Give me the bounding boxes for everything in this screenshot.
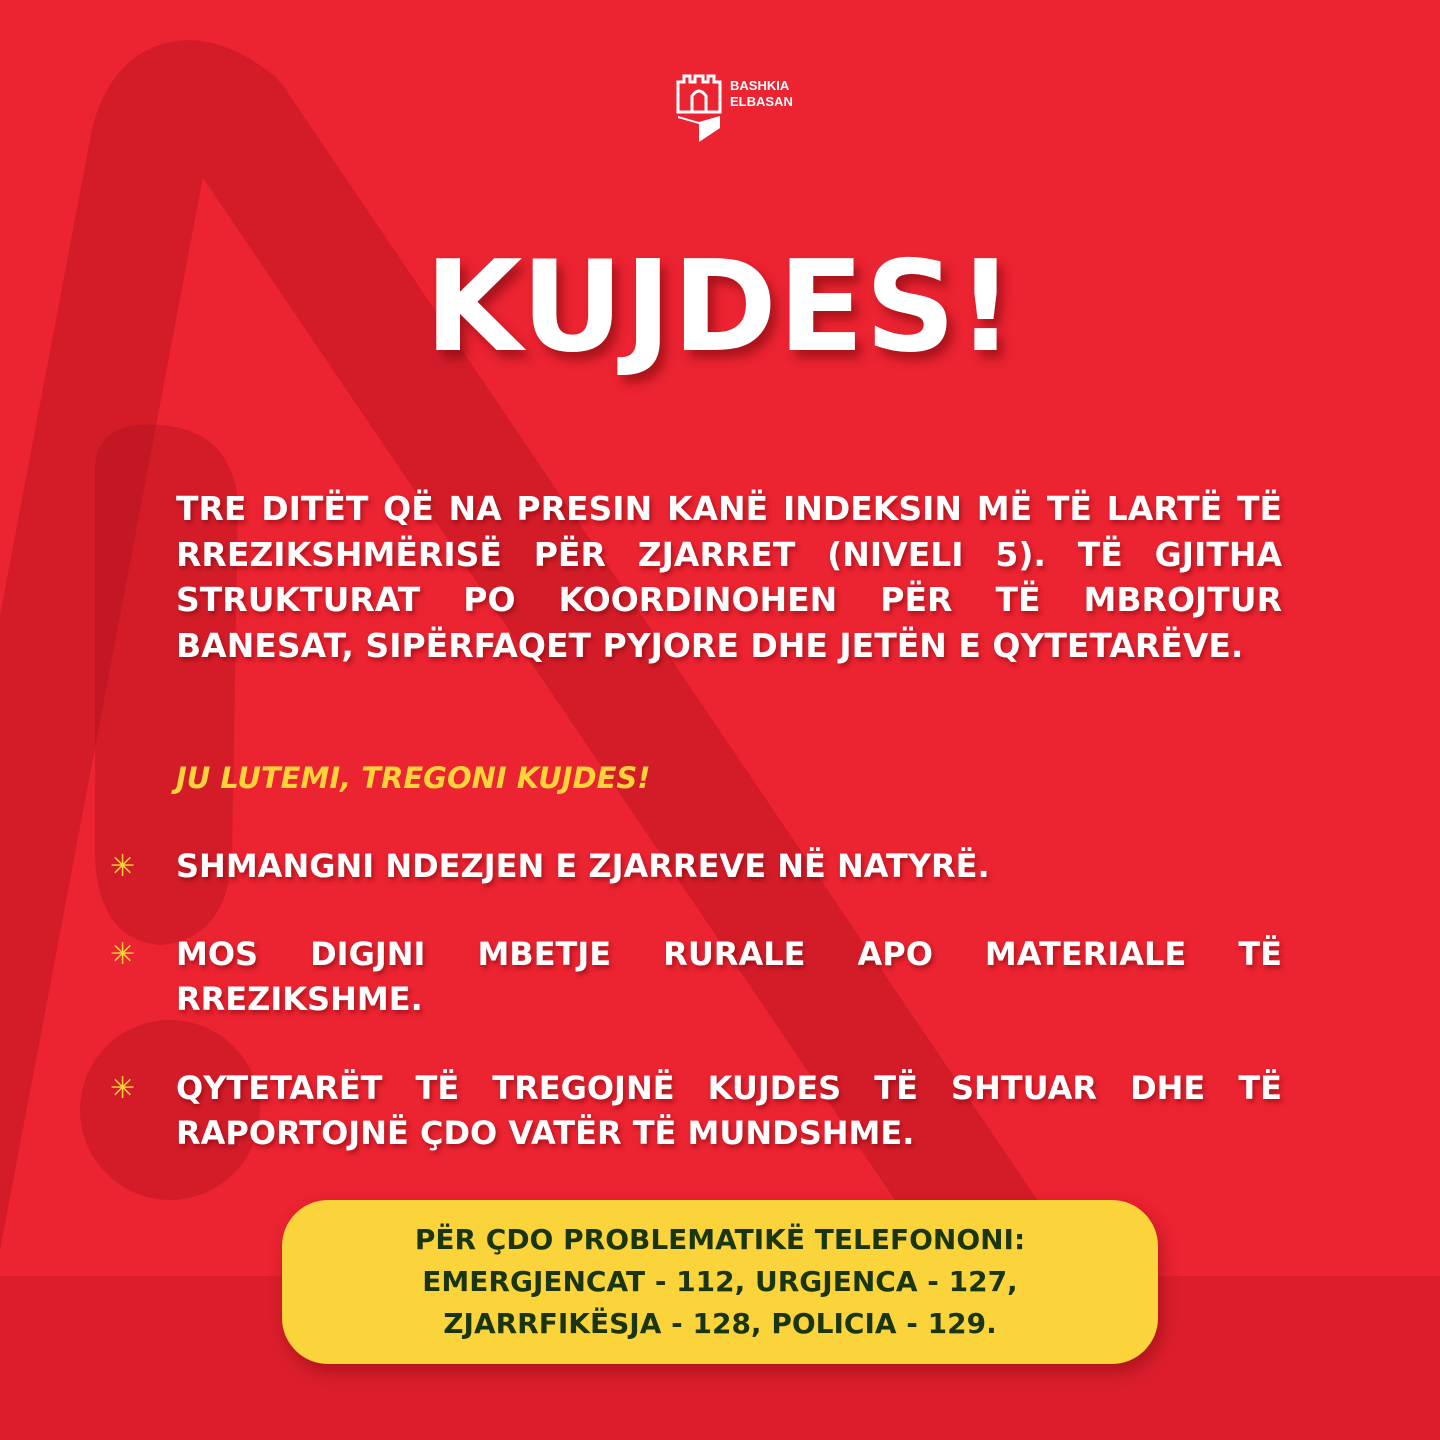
municipality-emblem-icon: [676, 72, 722, 144]
contact-numbers-line-1: EMERGJENCAT - 112, URGJENCA - 127,: [422, 1265, 1018, 1298]
logo-line-elbasan: ELBASAN: [730, 94, 793, 109]
list-item: [110, 932, 1282, 1022]
list-item: [110, 844, 1282, 889]
logo-line-bashkia: BASHKIA: [730, 78, 790, 93]
asterisk-icon: ✳: [110, 849, 136, 884]
asterisk-icon: ✳: [110, 1071, 136, 1106]
contact-heading: PËR ÇDO PROBLEMATIKË TELEFONONI:: [414, 1223, 1026, 1256]
plea-heading: JU LUTEMI, TREGONI KUJDES!: [176, 761, 651, 795]
contact-numbers-line-2: ZJARRFIKËSJA - 128, POLICIA - 129.: [443, 1307, 997, 1340]
page-title: KUJDES!: [424, 233, 1016, 380]
list-item-text: SHMANGNI NDEZJEN E ZJARREVE NË NATYRË.: [176, 847, 990, 885]
list-item-text: MOS DIGJNI MBETJE RURALE APO MATERIALE TË RREZIKSHME.: [176, 935, 1282, 1018]
asterisk-icon: ✳: [110, 937, 136, 972]
intro-paragraph: TRE DITËT QË NA PRESIN KANË INDEKSIN MË TË LARTË TË RREZIKSHMËRISË PËR ZJARRET (NIVELI 5). TË GJITHA STRUKTURAT PO KOORDINOHEN PËR TË MBROJTUR BANESAT, SIPËRFAQET PYJORE DHE JETËN E QYTETARËVE.: [176, 489, 1282, 665]
bashkia-elbasan-logo: [676, 72, 793, 144]
list-item-text: QYTETARËT TË TREGOJNË KUJDES TË SHTUAR DHE TË RAPORTOJNË ÇDO VATËR TË MUNDSHME.: [176, 1069, 1282, 1152]
emergency-contacts-box: [282, 1200, 1158, 1364]
list-item: [110, 1066, 1282, 1156]
